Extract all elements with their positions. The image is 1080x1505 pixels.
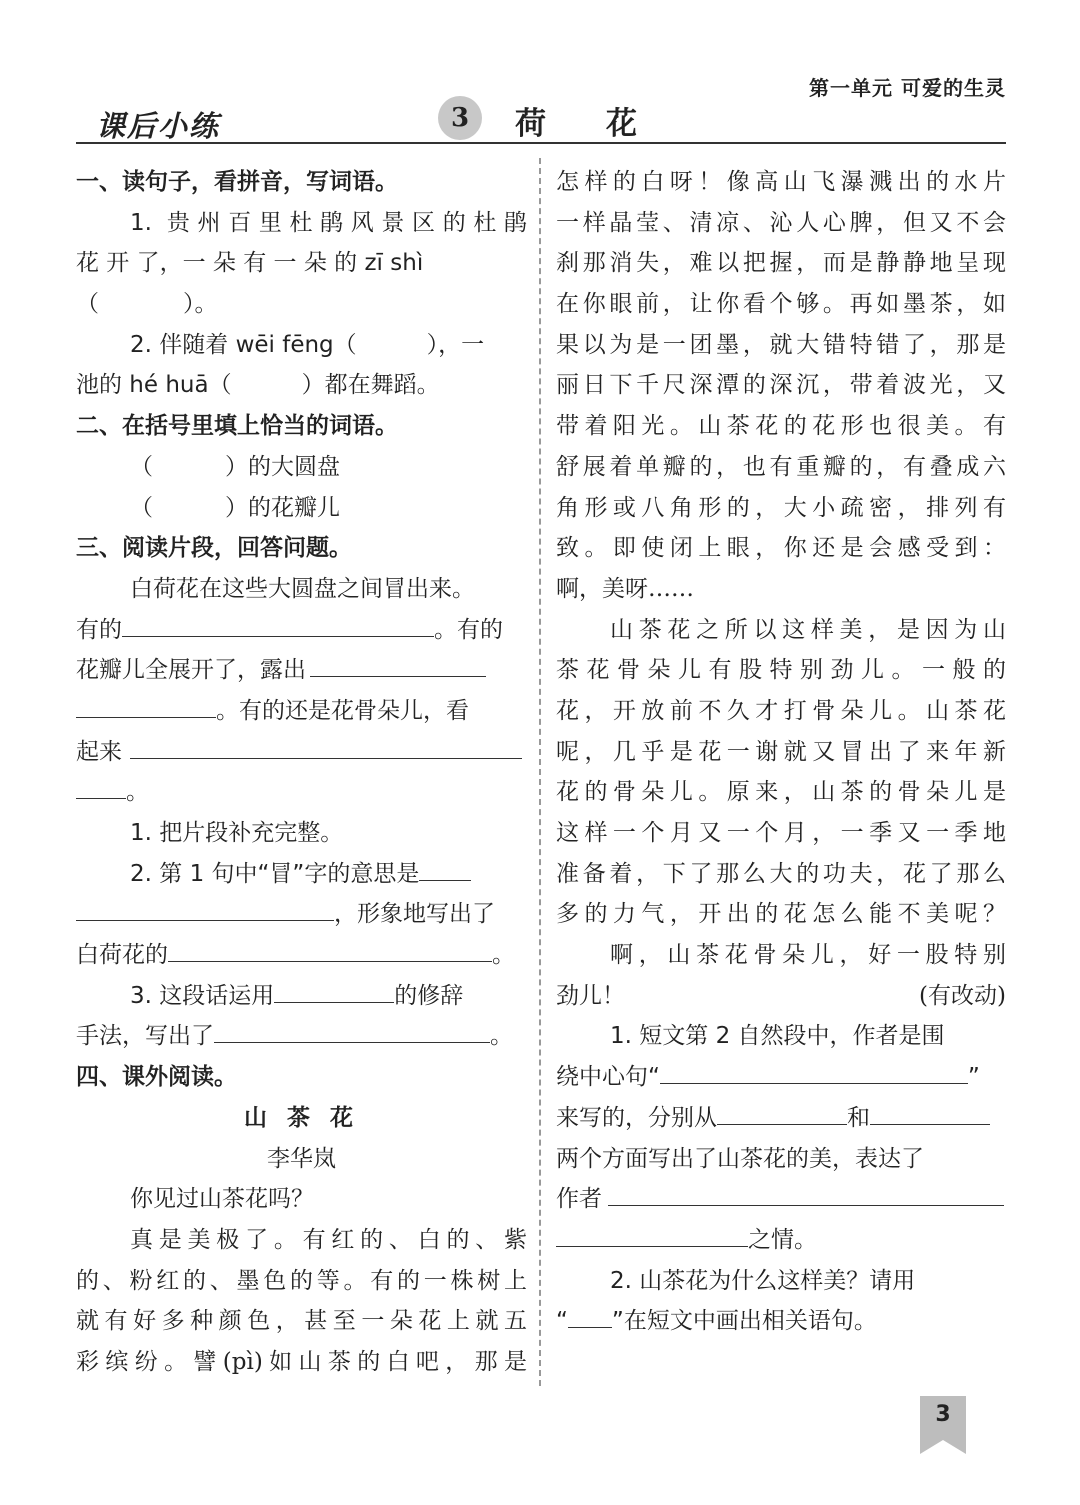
passage-line-2 bbox=[76, 610, 527, 651]
passage-text: 。有的还是花骨朵儿，看 bbox=[216, 697, 469, 724]
answer-blank[interactable] bbox=[419, 854, 471, 881]
q1-line-1: 1. 贵州百里杜鹃风景区的杜鹃 bbox=[130, 209, 527, 236]
q2-text-d: ）都在舞蹈。 bbox=[301, 372, 440, 399]
q-text: 和 bbox=[847, 1104, 870, 1131]
section-2-title: 二、在括号里填上恰当的词语。 bbox=[76, 413, 398, 440]
rq1-line-4: 两个方面写出了山茶花的美，表达了 bbox=[556, 1145, 924, 1172]
task-text: 。 bbox=[492, 942, 515, 969]
task-text: 白荷花的 bbox=[76, 942, 168, 969]
story-line: 呢，几乎是花一谢就又冒出了来年新 bbox=[556, 738, 1006, 765]
section-tag: 课后小练 bbox=[96, 109, 221, 143]
passage-line-1: 白荷花在这些大圆盘之间冒出来。 bbox=[130, 575, 475, 602]
story-line: 致。即使闭上眼，你还是会感受到： bbox=[556, 535, 1006, 562]
answer-blank[interactable] bbox=[568, 1301, 612, 1328]
story-line: 多的力气，开出的花怎么能不美呢？ bbox=[556, 901, 1006, 928]
paren-open: （ bbox=[130, 494, 153, 521]
task-text: 。 bbox=[490, 1023, 513, 1050]
answer-blank[interactable] bbox=[76, 691, 216, 718]
task-3-line-2 bbox=[76, 1016, 527, 1057]
answer-blank[interactable] bbox=[717, 1098, 847, 1125]
s2-item-1 bbox=[76, 447, 527, 488]
paren-close: ）。 bbox=[183, 291, 218, 318]
story-text: 劲儿！ bbox=[556, 982, 625, 1009]
story-line: 怎样的白呀！像高山飞瀑溅出的水片 bbox=[556, 169, 1006, 195]
story-line: 啊，美呀…… bbox=[556, 575, 694, 602]
rq1-line-1: 1. 短文第 2 自然段中，作者是围 bbox=[610, 1023, 945, 1050]
left-column bbox=[76, 162, 527, 1383]
section-4-title: 四、课外阅读。 bbox=[76, 1064, 237, 1091]
page-number-badge bbox=[920, 1396, 966, 1454]
answer-blank[interactable] bbox=[214, 1016, 490, 1043]
story-line: 带着阳光。山茶花的花形也很美。有 bbox=[556, 413, 1006, 440]
lesson-number-badge: 3 bbox=[438, 96, 482, 140]
adaptation-note: (有改动) bbox=[919, 982, 1006, 1009]
q2-text-a: 2. 伴随着 wēi fēng（ bbox=[130, 331, 357, 358]
paren-open: （ bbox=[130, 453, 153, 480]
page-number: 3 bbox=[935, 1402, 951, 1427]
story-line-3: 的、粉红的、墨色的等。有的一株树上 bbox=[76, 1267, 527, 1294]
q2-text-c: 池的 hé huā（ bbox=[76, 372, 232, 399]
story-line: 啊，山茶花骨朵儿，好一股特别 bbox=[610, 942, 1006, 969]
answer-blank[interactable] bbox=[556, 1220, 748, 1247]
s2-item-2 bbox=[76, 488, 527, 529]
answer-blank[interactable] bbox=[310, 650, 486, 677]
s2-item-2-text: ）的花瓣儿 bbox=[225, 494, 340, 521]
right-column bbox=[556, 162, 1006, 1342]
task-2-line-2 bbox=[76, 894, 527, 935]
passage-text: 。有的 bbox=[434, 616, 503, 643]
paren-open: （ bbox=[76, 291, 99, 318]
story-line: 舒展着单瓣的，也有重瓣的，有叠成六 bbox=[556, 453, 1006, 480]
answer-blank[interactable] bbox=[608, 1179, 1004, 1206]
story-line: 山茶花之所以这样美，是因为山 bbox=[610, 616, 1006, 643]
story-title: 山 茶 花 bbox=[243, 1103, 359, 1131]
task-text: 3. 这段话运用 bbox=[130, 982, 275, 1009]
section-1-title: 一、读句子，看拼音，写词语。 bbox=[76, 169, 398, 195]
q-text: 来写的，分别从 bbox=[556, 1104, 717, 1131]
passage-line-4 bbox=[76, 691, 527, 732]
task-text: ，形象地写出了 bbox=[334, 901, 495, 928]
section-3-title: 三、阅读片段，回答问题。 bbox=[76, 535, 352, 562]
story-line: 角形或八角形的，大小疏密，排列有 bbox=[556, 494, 1006, 521]
passage-text: 花瓣儿全展开了，露出 bbox=[76, 657, 306, 684]
passage-line-5 bbox=[76, 732, 527, 773]
unit-label: 第一单元 可爱的生灵 bbox=[809, 76, 1006, 100]
rq1-line-2 bbox=[556, 1057, 1006, 1098]
task-text: 手法，写出了 bbox=[76, 1023, 214, 1050]
story-line-2: 真是美极了。有红的、白的、紫 bbox=[130, 1226, 527, 1253]
story-line-last bbox=[556, 976, 1006, 1017]
story-line: 一样晶莹、清凉、沁人心脾，但又不会 bbox=[556, 209, 1006, 236]
q2-line-1 bbox=[76, 325, 527, 366]
story-line-5: 彩缤纷。譬(pì)如山茶的白吧，那是 bbox=[76, 1348, 527, 1375]
q-text: ” bbox=[967, 1064, 980, 1091]
q2-text-b: ），一 bbox=[426, 331, 485, 358]
story-line: 刹那消失，难以把握，而是静静地呈现 bbox=[556, 250, 1006, 277]
story-author: 李华岚 bbox=[267, 1145, 336, 1172]
passage-text: 有的 bbox=[76, 616, 122, 643]
story-line: 在你眼前，让你看个够。再如墨茶，如 bbox=[556, 291, 1006, 318]
story-line: 茶花骨朵儿有股特别劲儿。一般的 bbox=[556, 657, 1006, 684]
passage-line-6 bbox=[76, 772, 527, 813]
story-line: 果以为是一团墨，就大错特错了，那是 bbox=[556, 331, 1006, 358]
task-2-line-3 bbox=[76, 935, 527, 976]
rq2-line-2 bbox=[556, 1301, 1006, 1342]
rq1-line-3 bbox=[556, 1098, 1006, 1139]
rq2-line-1: 2. 山茶花为什么这样美？请用 bbox=[610, 1267, 916, 1294]
q1-line-2: 花 开 了，一 朵 有 一 朵 的 zī shì bbox=[76, 250, 424, 277]
column-separator bbox=[539, 158, 541, 1386]
q1-line-3 bbox=[76, 284, 527, 325]
story-line: 这样一个月又一个月，一季又一季地 bbox=[556, 820, 1006, 846]
s2-item-1-text: ）的大圆盘 bbox=[225, 453, 340, 480]
story-line: 丽日下千尺深潭的深沉，带着波光，又 bbox=[556, 372, 1006, 399]
story-line: 准备着，下了那么大的功夫，花了那么 bbox=[556, 860, 1006, 887]
lesson-title: 荷花 bbox=[515, 106, 697, 142]
passage-line-3 bbox=[76, 650, 527, 691]
answer-blank[interactable] bbox=[76, 772, 126, 799]
story-line-4: 就有好多种颜色，甚至一朵花上就五 bbox=[76, 1308, 527, 1335]
answer-blank[interactable] bbox=[660, 1057, 968, 1084]
q-text: 作者 bbox=[556, 1186, 602, 1213]
task-1: 1. 把片段补充完整。 bbox=[130, 820, 344, 846]
answer-blank[interactable] bbox=[122, 610, 434, 637]
answer-blank[interactable] bbox=[870, 1098, 990, 1125]
q2-line-2 bbox=[76, 365, 527, 406]
story-line-1: 你见过山茶花吗？ bbox=[130, 1186, 314, 1213]
rq1-line-6 bbox=[556, 1220, 1006, 1261]
passage-text: 起来 bbox=[76, 738, 122, 765]
answer-blank[interactable] bbox=[274, 976, 394, 1003]
rq1-line-5 bbox=[556, 1179, 1006, 1220]
story-line: 花的骨朵儿。原来，山茶的骨朵儿是 bbox=[556, 779, 1006, 806]
task-text: 2. 第 1 句中“冒”字的意思是 bbox=[130, 860, 420, 887]
header-rule bbox=[76, 142, 1006, 144]
q-text: 之情。 bbox=[748, 1226, 817, 1253]
q-text: “ bbox=[556, 1308, 568, 1335]
passage-text: 。 bbox=[126, 779, 149, 806]
task-2-line-1 bbox=[76, 854, 527, 895]
task-3-line-1 bbox=[76, 976, 527, 1017]
story-line: 花，开放前不久才打骨朵儿。山茶花 bbox=[556, 697, 1006, 724]
q-text: 绕中心句“ bbox=[556, 1064, 660, 1091]
q-text: ”在短文中画出相关语句。 bbox=[611, 1308, 877, 1335]
answer-blank[interactable] bbox=[168, 935, 492, 962]
answer-blank[interactable] bbox=[76, 894, 334, 921]
task-text: 的修辞 bbox=[394, 982, 464, 1009]
answer-blank[interactable] bbox=[130, 732, 522, 759]
